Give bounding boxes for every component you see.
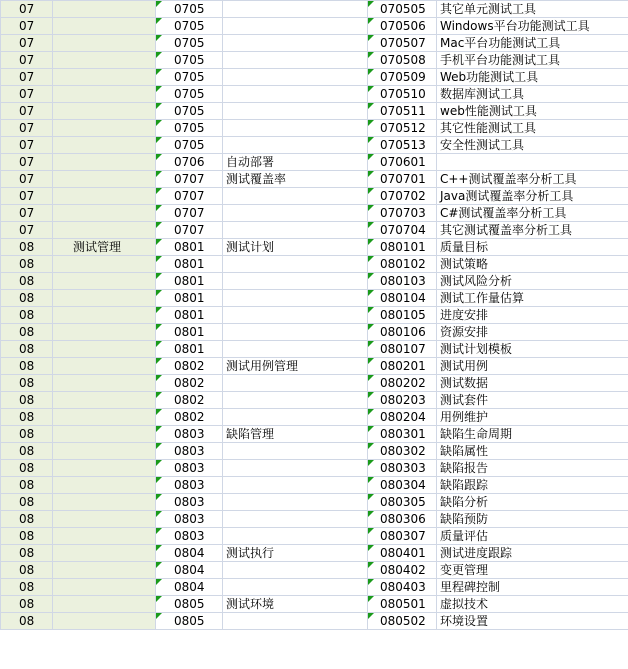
- level2-name-cell[interactable]: 缺陷管理: [223, 426, 368, 443]
- level2-name-cell[interactable]: [223, 52, 368, 69]
- table-row: [1, 358, 628, 375]
- level1-code-cell[interactable]: 08: [1, 545, 53, 562]
- level3-code-cell[interactable]: 080305: [368, 494, 437, 511]
- level2-code-cell[interactable]: 0801: [156, 290, 223, 307]
- table-row: [1, 562, 628, 579]
- level2-name-cell[interactable]: 测试环境: [223, 596, 368, 613]
- level3-code-cell[interactable]: 080204: [368, 409, 437, 426]
- level3-name-cell[interactable]: 测试计划模板: [437, 341, 628, 358]
- level2-code-cell[interactable]: 0801: [156, 256, 223, 273]
- level2-name-cell[interactable]: [223, 18, 368, 35]
- level3-name-cell[interactable]: web性能测试工具: [437, 103, 628, 120]
- level2-code-cell[interactable]: 0805: [156, 596, 223, 613]
- level2-code-cell[interactable]: 0705: [156, 18, 223, 35]
- level2-code-cell[interactable]: 0804: [156, 545, 223, 562]
- table-row: [1, 222, 628, 239]
- level2-name-cell[interactable]: [223, 613, 368, 630]
- level3-name-cell[interactable]: 缺陷分析: [437, 494, 628, 511]
- table-row: [1, 273, 628, 290]
- level1-name-cell[interactable]: [53, 409, 156, 426]
- level1-code-cell[interactable]: 08: [1, 562, 53, 579]
- level1-code-cell[interactable]: 08: [1, 511, 53, 528]
- level3-code-cell[interactable]: 080303: [368, 460, 437, 477]
- level1-name-cell[interactable]: 测试管理: [53, 239, 156, 256]
- level1-name-cell[interactable]: [53, 358, 156, 375]
- table-row: [1, 52, 628, 69]
- level3-code-cell[interactable]: 070510: [368, 86, 437, 103]
- level3-name-cell[interactable]: 其它单元测试工具: [437, 1, 628, 18]
- table-row: [1, 239, 628, 256]
- level1-code-cell[interactable]: 08: [1, 460, 53, 477]
- table-row: [1, 443, 628, 460]
- level3-name-cell[interactable]: 数据库测试工具: [437, 86, 628, 103]
- level1-name-cell[interactable]: [53, 477, 156, 494]
- level2-name-cell[interactable]: [223, 86, 368, 103]
- table-row: [1, 324, 628, 341]
- level2-name-cell[interactable]: [223, 103, 368, 120]
- level2-name-cell[interactable]: [223, 375, 368, 392]
- level2-name-cell[interactable]: [223, 290, 368, 307]
- table-row: [1, 545, 628, 562]
- level1-name-cell[interactable]: [53, 426, 156, 443]
- level1-code-cell[interactable]: 08: [1, 426, 53, 443]
- level1-code-cell[interactable]: 07: [1, 222, 53, 239]
- level1-name-cell[interactable]: [53, 596, 156, 613]
- level1-name-cell[interactable]: [53, 69, 156, 86]
- level1-code-cell[interactable]: 07: [1, 171, 53, 188]
- level3-code-cell[interactable]: 070508: [368, 52, 437, 69]
- table-row: [1, 528, 628, 545]
- level2-code-cell[interactable]: 0801: [156, 307, 223, 324]
- level3-name-cell[interactable]: 质量目标: [437, 239, 628, 256]
- level2-name-cell[interactable]: [223, 137, 368, 154]
- level3-code-cell[interactable]: 070505: [368, 1, 437, 18]
- level1-code-cell[interactable]: 07: [1, 188, 53, 205]
- level3-code-cell[interactable]: 080201: [368, 358, 437, 375]
- level2-name-cell[interactable]: [223, 188, 368, 205]
- level1-name-cell[interactable]: [53, 375, 156, 392]
- level2-name-cell[interactable]: [223, 392, 368, 409]
- level3-name-cell[interactable]: 测试工作量估算: [437, 290, 628, 307]
- level1-code-cell[interactable]: 08: [1, 596, 53, 613]
- level2-code-cell[interactable]: 0801: [156, 239, 223, 256]
- level1-name-cell[interactable]: [53, 511, 156, 528]
- table-row: [1, 205, 628, 222]
- level3-name-cell[interactable]: Java测试覆盖率分析工具: [437, 188, 628, 205]
- level1-name-cell[interactable]: [53, 86, 156, 103]
- level1-code-cell[interactable]: 07: [1, 52, 53, 69]
- level3-code-cell[interactable]: 070507: [368, 35, 437, 52]
- level1-name-cell[interactable]: [53, 579, 156, 596]
- level2-code-cell[interactable]: 0705: [156, 103, 223, 120]
- level2-name-cell[interactable]: 测试计划: [223, 239, 368, 256]
- table-row: [1, 69, 628, 86]
- level1-name-cell[interactable]: [53, 443, 156, 460]
- level1-code-cell[interactable]: 07: [1, 103, 53, 120]
- level3-code-cell[interactable]: 070509: [368, 69, 437, 86]
- level3-code-cell[interactable]: 070702: [368, 188, 437, 205]
- table-row: [1, 375, 628, 392]
- level1-name-cell[interactable]: [53, 188, 156, 205]
- level2-code-cell[interactable]: 0803: [156, 528, 223, 545]
- level1-code-cell[interactable]: 08: [1, 375, 53, 392]
- level2-name-cell[interactable]: [223, 35, 368, 52]
- level2-code-cell[interactable]: 0803: [156, 494, 223, 511]
- level3-code-cell[interactable]: 080402: [368, 562, 437, 579]
- level3-name-cell[interactable]: 测试策略: [437, 256, 628, 273]
- level1-name-cell[interactable]: [53, 18, 156, 35]
- level3-code-cell[interactable]: 080307: [368, 528, 437, 545]
- level1-code-cell[interactable]: 08: [1, 528, 53, 545]
- level2-code-cell[interactable]: 0803: [156, 426, 223, 443]
- level2-code-cell[interactable]: 0801: [156, 273, 223, 290]
- level1-name-cell[interactable]: [53, 324, 156, 341]
- level1-code-cell[interactable]: 08: [1, 256, 53, 273]
- level3-code-cell[interactable]: 080502: [368, 613, 437, 630]
- level3-code-cell[interactable]: 080203: [368, 392, 437, 409]
- level3-code-cell[interactable]: 080106: [368, 324, 437, 341]
- level2-code-cell[interactable]: 0706: [156, 154, 223, 171]
- level1-code-cell[interactable]: 07: [1, 18, 53, 35]
- level2-name-cell[interactable]: [223, 562, 368, 579]
- table-row: [1, 1, 628, 18]
- level3-name-cell[interactable]: 测试用例: [437, 358, 628, 375]
- level3-name-cell[interactable]: 缺陷生命周期: [437, 426, 628, 443]
- level3-name-cell[interactable]: 缺陷报告: [437, 460, 628, 477]
- level1-code-cell[interactable]: 08: [1, 579, 53, 596]
- level3-code-cell[interactable]: 080202: [368, 375, 437, 392]
- level1-code-cell[interactable]: 08: [1, 324, 53, 341]
- level1-name-cell[interactable]: [53, 528, 156, 545]
- level3-code-cell[interactable]: 070701: [368, 171, 437, 188]
- level2-name-cell[interactable]: [223, 69, 368, 86]
- table-row: [1, 460, 628, 477]
- level2-code-cell[interactable]: 0705: [156, 137, 223, 154]
- table-row: [1, 613, 628, 630]
- level2-name-cell[interactable]: [223, 579, 368, 596]
- level3-code-cell[interactable]: 080302: [368, 443, 437, 460]
- level3-code-cell[interactable]: 070506: [368, 18, 437, 35]
- level2-code-cell[interactable]: 0705: [156, 1, 223, 18]
- table-row: [1, 86, 628, 103]
- level1-name-cell[interactable]: [53, 256, 156, 273]
- level2-name-cell[interactable]: [223, 273, 368, 290]
- level3-name-cell[interactable]: 变更管理: [437, 562, 628, 579]
- level1-code-cell[interactable]: 08: [1, 443, 53, 460]
- level2-name-cell[interactable]: [223, 256, 368, 273]
- level1-code-cell[interactable]: 08: [1, 392, 53, 409]
- level1-name-cell[interactable]: [53, 494, 156, 511]
- level2-name-cell[interactable]: [223, 443, 368, 460]
- level2-code-cell[interactable]: 0705: [156, 52, 223, 69]
- level2-code-cell[interactable]: 0705: [156, 86, 223, 103]
- level2-name-cell[interactable]: 自动部署: [223, 154, 368, 171]
- level3-name-cell[interactable]: C#测试覆盖率分析工具: [437, 205, 628, 222]
- level1-code-cell[interactable]: 08: [1, 477, 53, 494]
- level1-name-cell[interactable]: [53, 154, 156, 171]
- level2-code-cell[interactable]: 0803: [156, 511, 223, 528]
- level2-code-cell[interactable]: 0707: [156, 188, 223, 205]
- level2-code-cell[interactable]: 0801: [156, 341, 223, 358]
- table-row: [1, 154, 628, 171]
- level3-name-cell[interactable]: Windows平台功能测试工具: [437, 18, 628, 35]
- level3-name-cell[interactable]: 其它性能测试工具: [437, 120, 628, 137]
- level1-code-cell[interactable]: 08: [1, 409, 53, 426]
- level2-code-cell[interactable]: 0705: [156, 120, 223, 137]
- table-row: [1, 256, 628, 273]
- table-row: [1, 171, 628, 188]
- level2-code-cell[interactable]: 0705: [156, 35, 223, 52]
- level3-name-cell[interactable]: 安全性测试工具: [437, 137, 628, 154]
- level1-code-cell[interactable]: 08: [1, 358, 53, 375]
- level3-name-cell[interactable]: 进度安排: [437, 307, 628, 324]
- level1-code-cell[interactable]: 08: [1, 341, 53, 358]
- level1-code-cell[interactable]: 08: [1, 613, 53, 630]
- level2-name-cell[interactable]: [223, 341, 368, 358]
- table-row: [1, 477, 628, 494]
- level3-code-cell[interactable]: 070512: [368, 120, 437, 137]
- level3-code-cell[interactable]: 080304: [368, 477, 437, 494]
- level3-name-cell[interactable]: 缺陷跟踪: [437, 477, 628, 494]
- level3-code-cell[interactable]: 070513: [368, 137, 437, 154]
- level3-code-cell[interactable]: 080102: [368, 256, 437, 273]
- level3-name-cell[interactable]: 缺陷预防: [437, 511, 628, 528]
- level3-code-cell[interactable]: 080301: [368, 426, 437, 443]
- level2-name-cell[interactable]: [223, 477, 368, 494]
- level1-name-cell[interactable]: [53, 562, 156, 579]
- level2-name-cell[interactable]: [223, 324, 368, 341]
- level3-name-cell[interactable]: [437, 154, 628, 171]
- table-row: [1, 409, 628, 426]
- level3-name-cell[interactable]: C++测试覆盖率分析工具: [437, 171, 628, 188]
- level1-code-cell[interactable]: 07: [1, 137, 53, 154]
- table-row: [1, 188, 628, 205]
- level1-name-cell[interactable]: [53, 35, 156, 52]
- level3-name-cell[interactable]: 用例维护: [437, 409, 628, 426]
- table-row: [1, 596, 628, 613]
- level3-code-cell[interactable]: 080501: [368, 596, 437, 613]
- table-row: [1, 307, 628, 324]
- level3-name-cell[interactable]: 里程碑控制: [437, 579, 628, 596]
- level1-name-cell[interactable]: [53, 307, 156, 324]
- table-row: [1, 137, 628, 154]
- level3-code-cell[interactable]: 080306: [368, 511, 437, 528]
- level2-code-cell[interactable]: 0805: [156, 613, 223, 630]
- level2-code-cell[interactable]: 0804: [156, 579, 223, 596]
- level1-name-cell[interactable]: [53, 137, 156, 154]
- table-row: [1, 18, 628, 35]
- level1-name-cell[interactable]: [53, 1, 156, 18]
- table-row: [1, 494, 628, 511]
- level2-name-cell[interactable]: [223, 307, 368, 324]
- level2-name-cell[interactable]: [223, 494, 368, 511]
- level3-name-cell[interactable]: 质量评估: [437, 528, 628, 545]
- level3-name-cell[interactable]: 测试数据: [437, 375, 628, 392]
- level1-name-cell[interactable]: [53, 273, 156, 290]
- level3-name-cell[interactable]: 测试风险分析: [437, 273, 628, 290]
- level1-code-cell[interactable]: 08: [1, 290, 53, 307]
- level2-name-cell[interactable]: [223, 120, 368, 137]
- table-row: [1, 290, 628, 307]
- table-row: [1, 120, 628, 137]
- level1-code-cell[interactable]: 07: [1, 1, 53, 18]
- level3-name-cell[interactable]: 测试套件: [437, 392, 628, 409]
- table-row: [1, 426, 628, 443]
- table-row: [1, 392, 628, 409]
- level2-name-cell[interactable]: [223, 222, 368, 239]
- level1-name-cell[interactable]: [53, 392, 156, 409]
- level1-name-cell[interactable]: [53, 171, 156, 188]
- level1-name-cell[interactable]: [53, 290, 156, 307]
- level3-name-cell[interactable]: 资源安排: [437, 324, 628, 341]
- level3-name-cell[interactable]: Mac平台功能测试工具: [437, 35, 628, 52]
- level1-code-cell[interactable]: 07: [1, 86, 53, 103]
- level1-name-cell[interactable]: [53, 222, 156, 239]
- level1-name-cell[interactable]: [53, 120, 156, 137]
- level2-name-cell[interactable]: [223, 511, 368, 528]
- level3-name-cell[interactable]: 测试进度跟踪: [437, 545, 628, 562]
- level2-code-cell[interactable]: 0707: [156, 171, 223, 188]
- level3-code-cell[interactable]: 080103: [368, 273, 437, 290]
- level2-code-cell[interactable]: 0707: [156, 222, 223, 239]
- level1-code-cell[interactable]: 08: [1, 273, 53, 290]
- table-row: [1, 103, 628, 120]
- level2-name-cell[interactable]: 测试执行: [223, 545, 368, 562]
- level2-code-cell[interactable]: 0801: [156, 324, 223, 341]
- level3-name-cell[interactable]: Web功能测试工具: [437, 69, 628, 86]
- level2-code-cell[interactable]: 0707: [156, 205, 223, 222]
- level2-name-cell[interactable]: [223, 205, 368, 222]
- level2-code-cell[interactable]: 0802: [156, 375, 223, 392]
- level3-code-cell[interactable]: 080401: [368, 545, 437, 562]
- level1-code-cell[interactable]: 08: [1, 494, 53, 511]
- level2-name-cell[interactable]: [223, 409, 368, 426]
- level2-code-cell[interactable]: 0804: [156, 562, 223, 579]
- level1-code-cell[interactable]: 08: [1, 239, 53, 256]
- table-row: [1, 35, 628, 52]
- level3-code-cell[interactable]: 070704: [368, 222, 437, 239]
- level1-code-cell[interactable]: 07: [1, 154, 53, 171]
- table-row: [1, 511, 628, 528]
- level3-code-cell[interactable]: 080107: [368, 341, 437, 358]
- level3-code-cell[interactable]: 080403: [368, 579, 437, 596]
- level1-code-cell[interactable]: 07: [1, 205, 53, 222]
- level3-name-cell[interactable]: 其它测试覆盖率分析工具: [437, 222, 628, 239]
- level2-code-cell[interactable]: 0803: [156, 460, 223, 477]
- level3-code-cell[interactable]: 080101: [368, 239, 437, 256]
- level1-code-cell[interactable]: 07: [1, 69, 53, 86]
- level1-name-cell[interactable]: [53, 613, 156, 630]
- table-row: [1, 579, 628, 596]
- level1-name-cell[interactable]: [53, 460, 156, 477]
- level2-name-cell[interactable]: 测试用例管理: [223, 358, 368, 375]
- level2-code-cell[interactable]: 0802: [156, 392, 223, 409]
- level3-name-cell[interactable]: 环境设置: [437, 613, 628, 630]
- level1-code-cell[interactable]: 07: [1, 120, 53, 137]
- level3-name-cell[interactable]: 虚拟技术: [437, 596, 628, 613]
- level2-name-cell[interactable]: [223, 460, 368, 477]
- level2-code-cell[interactable]: 0802: [156, 358, 223, 375]
- level3-name-cell[interactable]: 缺陷属性: [437, 443, 628, 460]
- level2-name-cell[interactable]: [223, 1, 368, 18]
- level1-name-cell[interactable]: [53, 205, 156, 222]
- level1-name-cell[interactable]: [53, 341, 156, 358]
- level3-code-cell[interactable]: 080104: [368, 290, 437, 307]
- level1-code-cell[interactable]: 08: [1, 307, 53, 324]
- level2-name-cell[interactable]: [223, 528, 368, 545]
- level2-code-cell[interactable]: 0802: [156, 409, 223, 426]
- level1-code-cell[interactable]: 07: [1, 35, 53, 52]
- level3-code-cell[interactable]: 070703: [368, 205, 437, 222]
- level2-name-cell[interactable]: 测试覆盖率: [223, 171, 368, 188]
- level3-name-cell[interactable]: 手机平台功能测试工具: [437, 52, 628, 69]
- level2-code-cell[interactable]: 0803: [156, 477, 223, 494]
- level3-code-cell[interactable]: 080105: [368, 307, 437, 324]
- level2-code-cell[interactable]: 0705: [156, 69, 223, 86]
- level1-name-cell[interactable]: [53, 103, 156, 120]
- table-row: [1, 341, 628, 358]
- level1-name-cell[interactable]: [53, 545, 156, 562]
- level1-name-cell[interactable]: [53, 52, 156, 69]
- level2-code-cell[interactable]: 0803: [156, 443, 223, 460]
- level3-code-cell[interactable]: 070511: [368, 103, 437, 120]
- level3-code-cell[interactable]: 070601: [368, 154, 437, 171]
